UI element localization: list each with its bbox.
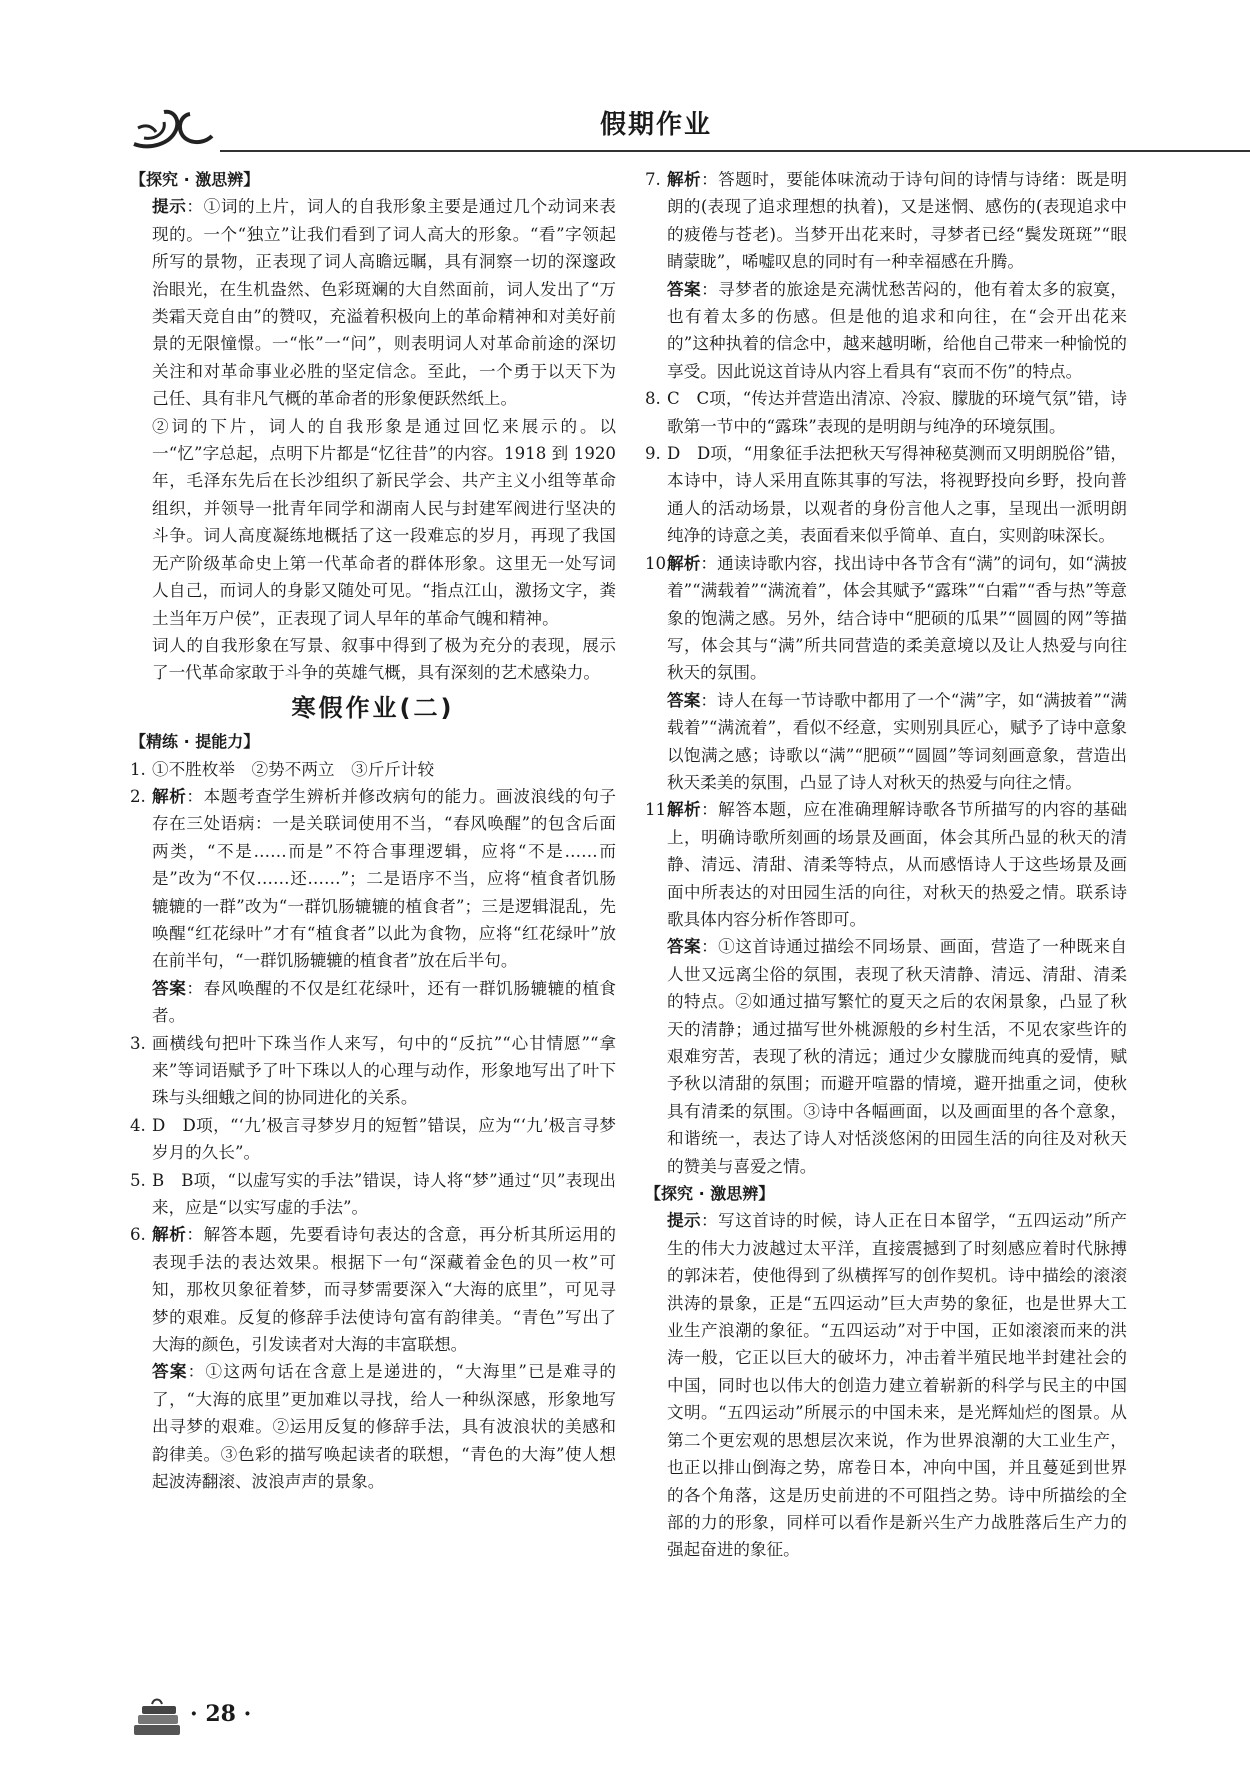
- item-text: 画横线句把叶下珠当作人来写，句中的“反抗”“心甘情愿”“拿来”等词语赋予了叶下珠以人的心理与动作，形象地写出了叶下珠与头细蛾之间的协同进化的关系。: [152, 1033, 616, 1108]
- answer-item-2: [130, 783, 616, 975]
- homework-section-title: 寒假作业(二): [291, 693, 455, 722]
- explore-hint-paragraph: [130, 193, 616, 412]
- item-number: 5.: [130, 1170, 146, 1190]
- answer-item-3: [130, 1030, 616, 1112]
- item-number: 3.: [130, 1033, 146, 1053]
- analysis-text: ：本题考查学生辨析并修改病句的能力。画波浪线的句子存在三处语病：一是关联词使用不当，“春风唤醒”的包含后面两类，“不是……而是”不符合事理逻辑，应将“不是……而是”改为“不仅……还……”；二是语序不当，应将“植食者饥肠辘辘的一群”改为“一群饥肠辘辘的植食者”；三是逻辑混乱，先唤醒“红花绿叶”才有“植食者”以此为食物，应将“红花绿叶”放在前半句，“一群饥肠辘辘的植食者”放在后半句。: [152, 786, 617, 971]
- analysis-label: 解析: [152, 1225, 187, 1245]
- analysis-text: ：解答本题，应在准确理解诗歌各节所描写的内容的基础上，明确诗歌所刻画的场景及画面，体会其所凸显的秋天的清静、清远、清甜、清柔等特点，从而感悟诗人于这些场景及画面中所表达的对田园生活的向往，对秋天的热爱之情。联系诗歌具体内容分析作答即可。: [667, 800, 1127, 929]
- hint-label: 提示: [152, 197, 187, 217]
- answer-label: 答案: [667, 937, 702, 957]
- hint-text: ：写这首诗的时候，诗人正在日本留学，“五四运动”所产生的伟大力波越过太平洋，直接震撼到了时刻感应着时代脉搏的郭沫若，使他得到了纵横挥写的创作契机。诗中描绘的滚滚洪涛的景象，正是“五四运动”巨大声势的象征，也是世界大工业生产浪潮的象征。“五四运动”对于中国，正如滚滚而来的洪涛一般，它正以巨大的破坏力，冲击着半殖民地半封建社会的中国，同时也以伟大的创造力建立着崭新的科学与民主的中国文明。“五四运动”所展示的中国未来，是光辉灿烂的图景。从第二个更宏观的思想层次来说，作为世界浪潮的大工业生产，也正以排山倒海之势，席卷日本，冲向中国，并且蔓延到世界的各个角落，这是历史前进的不可阻挡之势。诗中所描绘的全部的力的形象，同样可以看作是新兴生产力战胜落后生产力的强起奋进的象征。: [667, 1211, 1127, 1560]
- analysis-text: ：解答本题，先要看诗句表达的含意，再分析其所运用的表现手法的表达效果。根据下一句“深藏着金色的贝一枚”可知，那枚贝象征着梦，而寻梦需要深入“大海的底里”，可见寻梦的艰难。反复的修辞手法使诗句富有韵律美。“青色”写出了大海的颜色，引发读者对大海的丰富联想。: [152, 1225, 617, 1355]
- analysis-label: 解析: [667, 553, 701, 573]
- item-number: 4.: [130, 1115, 146, 1135]
- explore-paragraph-3: 词人的自我形象在写景、叙事中得到了极为充分的表现，展示了一代革命家敢于斗争的英雄气概，具有深刻的艺术感染力。: [152, 635, 616, 683]
- left-column: [130, 166, 616, 1496]
- answer-paragraph: [645, 687, 1127, 797]
- hint-label: 提示: [667, 1211, 702, 1231]
- answer-paragraph: [645, 933, 1127, 1180]
- section-heading-practice: 【精练 · 提能力】: [130, 732, 260, 752]
- answer-label: 答案: [152, 978, 187, 998]
- header-divider: [220, 150, 1250, 152]
- answer-item-10: [645, 550, 1127, 687]
- section-heading-explore: 【探究 · 激思辨】: [130, 170, 260, 189]
- answer-item-7: [645, 166, 1127, 276]
- analysis-label: 解析: [152, 786, 187, 806]
- explore-hint-paragraph-2: [645, 1207, 1127, 1563]
- answer-item-1: [130, 756, 616, 783]
- item-number: 6.: [130, 1225, 146, 1245]
- answer-label: 答案: [667, 279, 702, 299]
- answer-text: ：春风唤醒的不仅是红花绿叶，还有一群饥肠辘辘的植食者。: [152, 978, 617, 1026]
- item-number: 7.: [645, 170, 661, 189]
- page-header: [130, 96, 1130, 156]
- answer-text: ：诗人在每一节诗歌中都用了一个“满”字，如“满披着”“满载着”“满流着”，看似不经意，实则别具匠心，赋予了诗中意象以饱满之感；诗歌以“满”“肥硕”“圆圆”等词刻画意象，营造出秋天柔美的氛围，凸显了诗人对秋天的热爱与向往之情。: [667, 690, 1128, 792]
- hint-text: ：①词的上片，词人的自我形象主要是通过几个动词来表现的。一个“独立”让我们看到了词人高大的形象。“看”字领起所写的景物，正表现了词人高瞻远瞩，具有洞察一切的深邃政治眼光，在生机盎然、色彩斑斓的大自然面前，词人发出了“万类霜天竞自由”的赞叹，充溢着积极向上的革命精神和对美好前景的无限憧憬。一“怅”一“问”，则表明词人对革命前途的深切关注和对革命事业必胜的坚定信念。至此，一个勇于以天下为己任、具有非凡气概的革命者的形象便跃然纸上。: [152, 197, 617, 409]
- item-text: D D项，“‘九’极言寻梦岁月的短暂”错误，应为“‘九’极言寻梦岁月的久长”。: [152, 1115, 616, 1163]
- answer-item-4: [130, 1112, 616, 1167]
- analysis-label: 解析: [667, 800, 702, 820]
- item-number: 8.: [645, 389, 661, 409]
- item-number: 11.: [645, 800, 672, 820]
- answer-label: 答案: [152, 1362, 188, 1382]
- swirl-logo-icon: [130, 104, 220, 152]
- answer-item-6: [130, 1221, 616, 1358]
- answer-item-9: [645, 440, 1127, 550]
- answer-text: ：①这两句话在含意上是递进的，“大海里”已是难寻的了，“大海的底里”更加难以寻找，给人一种纵深感，形象地写出寻梦的艰难。②运用反复的修辞手法，具有波浪状的美感和韵律美。③色彩的描写唤起读者的联想，“青色的大海”使人想起波涛翻滚、波浪声声的景象。: [152, 1362, 617, 1492]
- answer-label: 答案: [667, 690, 701, 710]
- item-text: C C项，“传达并营造出清凉、冷寂、朦胧的环境气氛”错，诗歌第一节中的“露珠”表现的是明朗与纯净的环境氛围。: [667, 389, 1127, 436]
- answer-item-11: [645, 796, 1127, 933]
- answer-paragraph: [645, 276, 1127, 386]
- page-footer: [130, 1695, 330, 1755]
- item-number: 9.: [645, 444, 661, 464]
- books-stack-icon: [130, 1695, 186, 1739]
- right-column: [645, 166, 1127, 1564]
- answer-text: ：寻梦者的旅途是充满忧愁苦闷的，他有着太多的寂寞，也有着太多的伤感。但是他的追求和向往，在“会开出花来的”这种执着的信念中，越来越明晰，给他自己带来一种愉悦的享受。因此说这首诗从内容上看具有“哀而不伤”的特点。: [667, 279, 1127, 381]
- analysis-label: 解析: [667, 170, 702, 189]
- item-number: 1.: [130, 759, 146, 779]
- answer-text: ：①这首诗通过描绘不同场景、画面，营造了一种既来自人世又远离尘俗的氛围，表现了秋天清静、清远、清甜、清柔的特点。②如通过描写繁忙的夏天之后的农闲景象，凸显了秋天的清静；通过描写世外桃源般的乡村生活，不见农家些许的艰难穷苦，表现了秋的清远；通过少女朦胧而纯真的爱情，赋予秋以清甜的氛围；而避开喧嚣的情境，避开拙重之词，使秋具有清柔的氛围。③诗中各幅画面，以及画面里的各个意象，和谐统一，表达了诗人对恬淡悠闲的田园生活的向往及对秋天的赞美与喜爱之情。: [667, 937, 1127, 1176]
- answer-paragraph: [130, 975, 616, 1030]
- answer-paragraph: [130, 1358, 616, 1495]
- explore-paragraph-2: ②词的下片，词人的自我形象是通过回忆来展示的。以一“忆”字总起，点明下片都是“忆往昔”的内容。1918 到 1920 年，毛泽东先后在长沙组织了新民学会、共产主义小组等革命组织，并领导一批青年同学和湖南人民与封建军阀进行坚决的斗争。词人高度凝练地概括了这一段难忘的岁月，再现了我国无产阶级革命史上第一代革命者的群体形象。这里无一处写词人自己，而词人的身影又随处可见。“指点江山，激扬文字，粪土当年万户侯”，正表现了词人早年的革命气魄和精神。: [152, 416, 616, 628]
- answer-item-5: [130, 1167, 616, 1222]
- item-text: D D项，“用象征手法把秋天写得神秘莫测而又明朗脱俗”错，本诗中，诗人采用直陈其事的写法，将视野投向乡野，投向普通人的活动场景，以观者的身份言他人之事，呈现出一派明朗纯净的诗意之美，表面看来似乎简单、直白，实则韵味深长。: [667, 444, 1127, 546]
- page-number: · 28 ·: [190, 1701, 252, 1727]
- section-heading-explore-2: 【探究 · 激思辨】: [645, 1184, 775, 1204]
- item-text: ①不胜枚举 ②势不两立 ③斤斤计较: [152, 759, 435, 779]
- item-number: 10.: [645, 553, 672, 573]
- page-title: 假期作业: [600, 110, 713, 140]
- item-text: B B项，“以虚写实的手法”错误，诗人将“梦”通过“贝”表现出来，应是“以实写虚的手法”。: [152, 1170, 616, 1218]
- analysis-text: ：答题时，要能体味流动于诗句间的诗情与诗绪：既是明朗的(表现了追求理想的执着)，又是迷惘、感伤的(表现追求中的疲倦与苍老)。当梦开出花来时，寻梦者已经“鬓发斑斑”“眼睛蒙眬”，唏嘘叹息的同时有一种幸福感在升腾。: [667, 170, 1127, 272]
- answer-item-8: [645, 385, 1127, 440]
- analysis-text: ：通读诗歌内容，找出诗中各节含有“满”的词句，如“满披着”“满载着”“满流着”，体会其赋予“露珠”“白霜”“香与热”等意象的饱满之感。另外，结合诗中“肥硕的瓜果”“圆圆的网”等描写，体会其与“满”所共同营造的柔美意境以及让人热爱与向往秋天的氛围。: [667, 553, 1128, 683]
- item-number: 2.: [130, 786, 146, 806]
